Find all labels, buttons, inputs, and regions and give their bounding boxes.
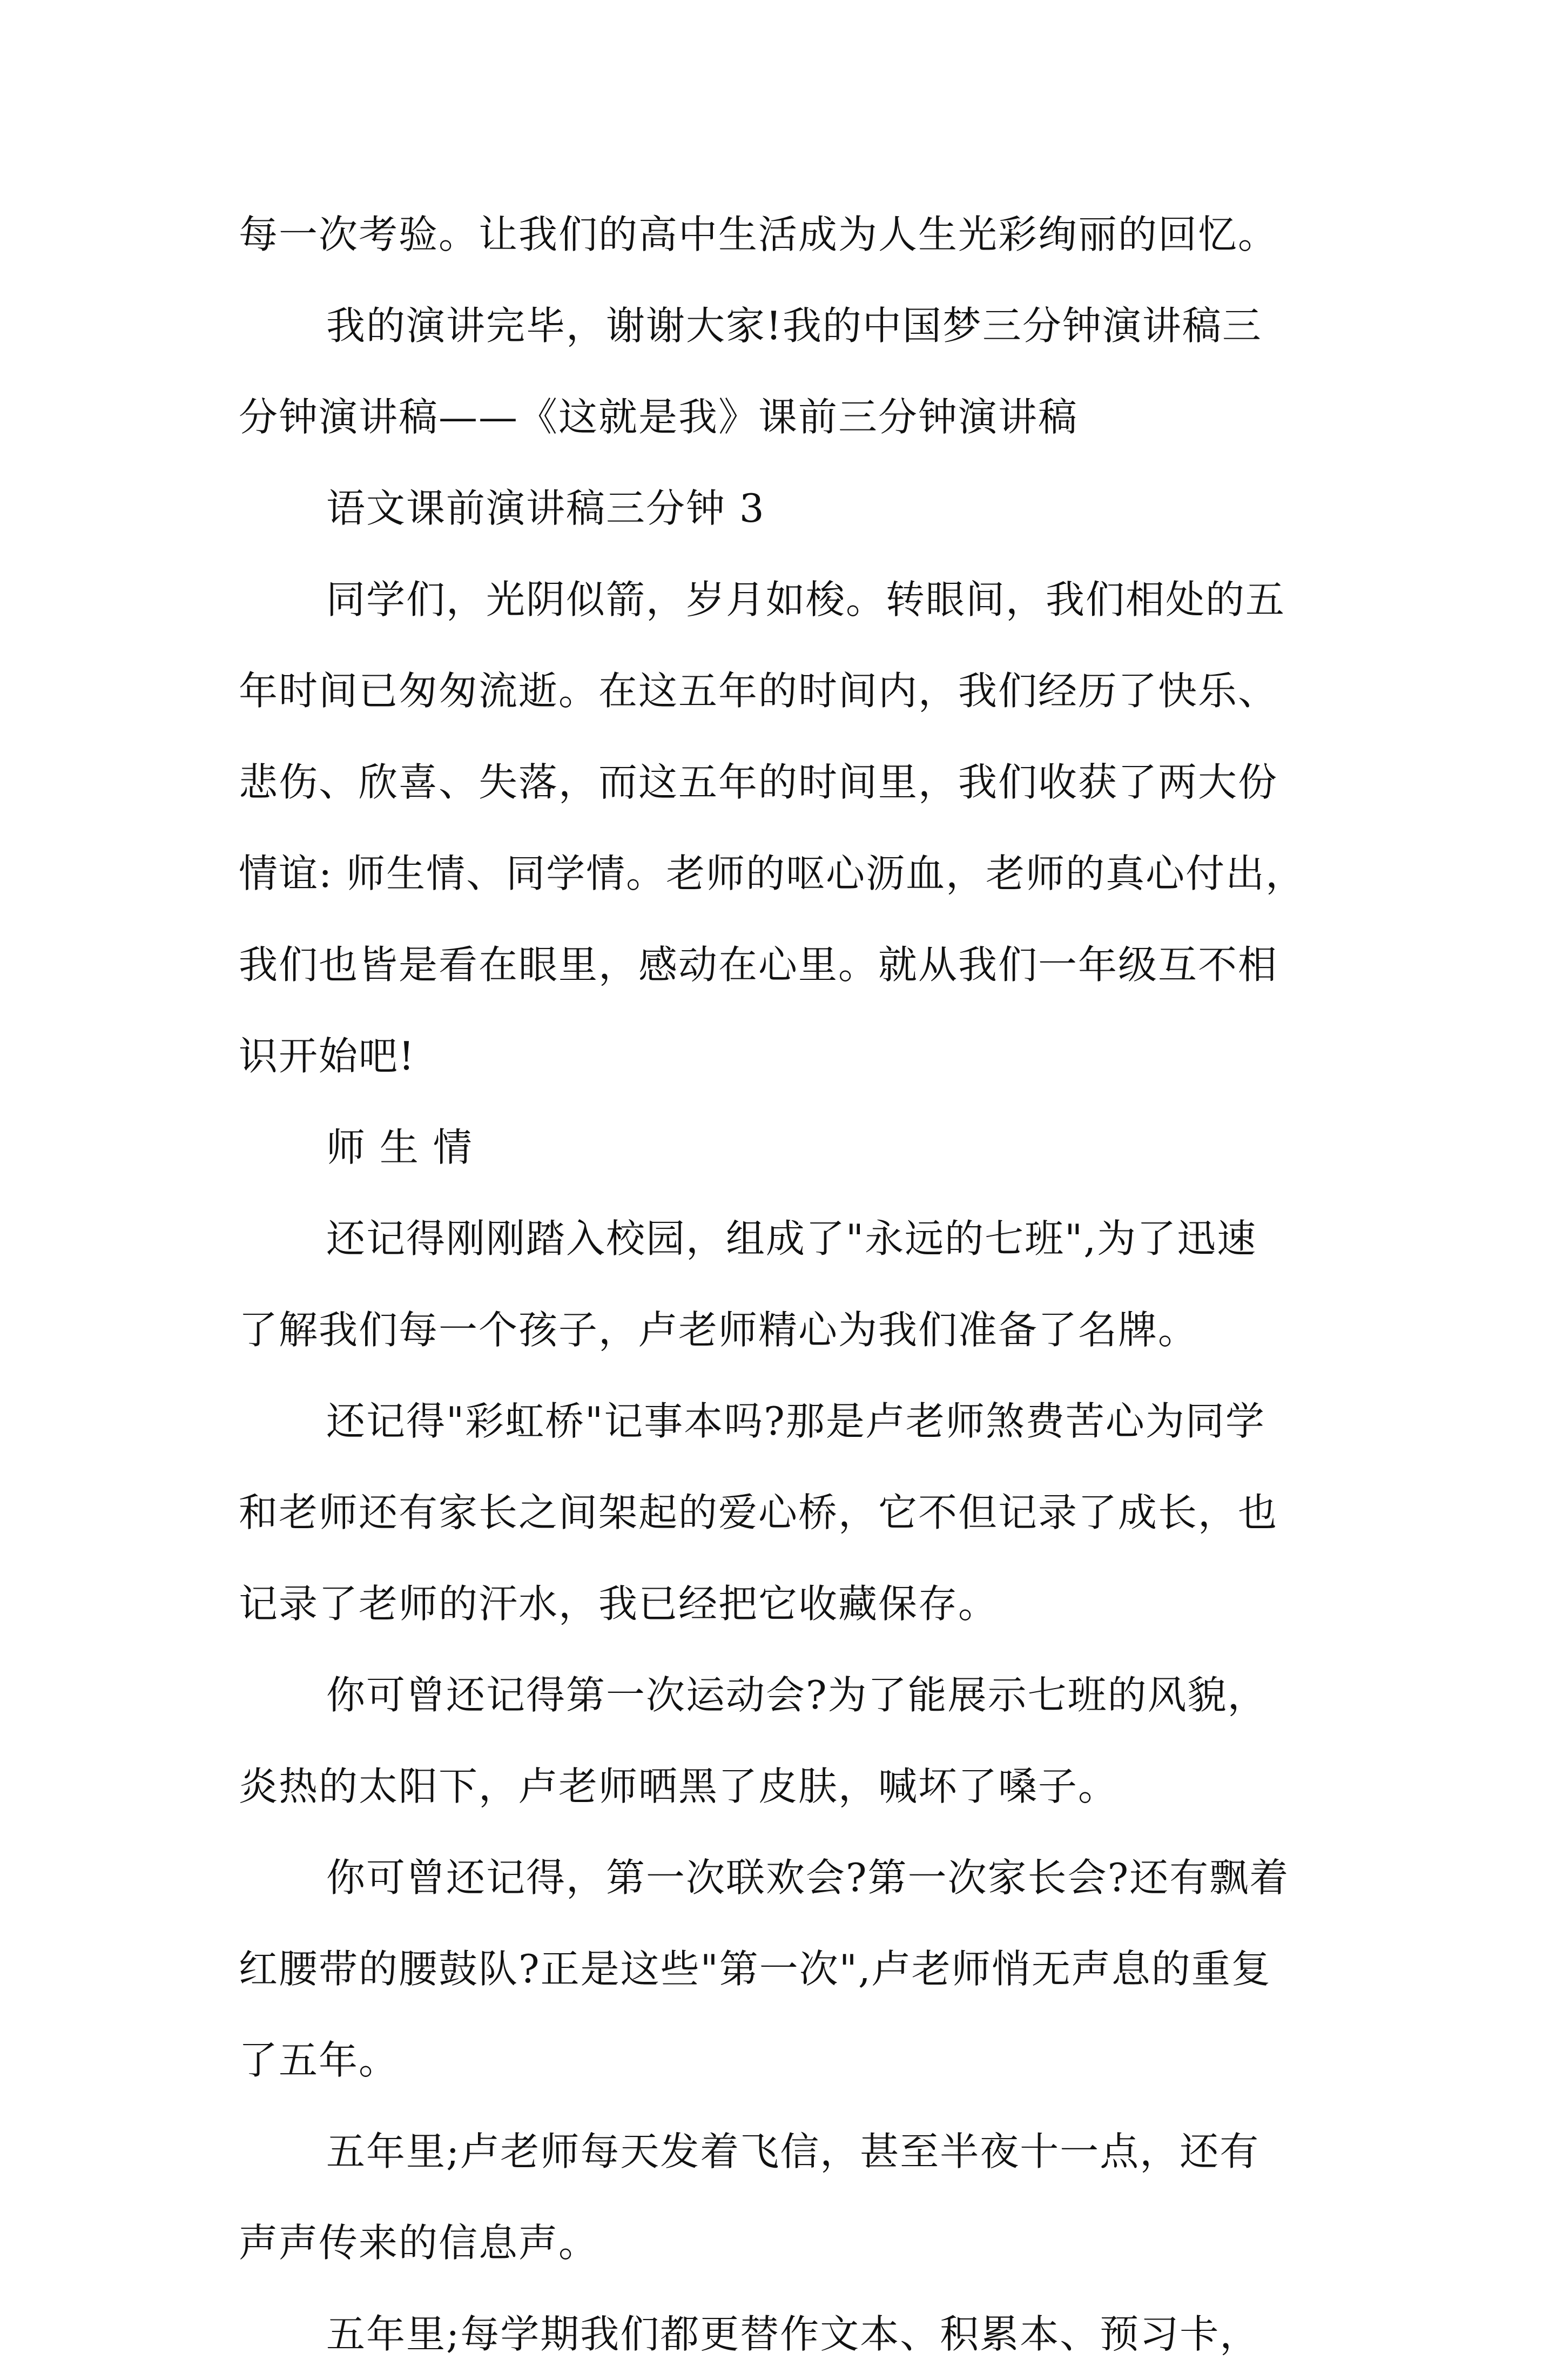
text-line-18: 炎热的太阳下，卢老师晒黑了皮肤，喊坏了嗓子。 <box>239 1764 1119 1809</box>
text-line-15: 和老师还有家长之间架起的爱心桥，它不但记录了成长，也 <box>239 1490 1278 1535</box>
body-text <box>239 189 1335 2380</box>
text-line-8: 情谊: 师生情、同学情。老师的呕心沥血，老师的真心付出， <box>239 851 1306 896</box>
text-line-2: 我的演讲完毕，谢谢大家!我的中国梦三分钟演讲稿三 <box>326 303 1262 348</box>
text-line-19: 你可曾还记得，第一次联欢会?第一次家长会?还有飘着 <box>326 1855 1290 1900</box>
text-line-3: 分钟演讲稿——《这就是我》课前三分钟演讲稿 <box>239 394 1079 440</box>
text-line-9: 我们也皆是看在眼里，感动在心里。就从我们一年级互不相 <box>239 942 1278 987</box>
text-line-5: 同学们，光阴似箭，岁月如梭。转眼间，我们相处的五 <box>326 577 1286 622</box>
text-line-23: 声声传来的信息声。 <box>239 2220 599 2265</box>
text-line-13: 了解我们每一个孩子，卢老师精心为我们准备了名牌。 <box>239 1307 1198 1353</box>
text-line-14: 还记得"彩虹桥"记事本吗?那是卢老师煞费苦心为同学 <box>326 1399 1265 1444</box>
text-line-22: 五年里;卢老师每天发着飞信，甚至半夜十一点，还有 <box>326 2129 1260 2174</box>
text-line-7: 悲伤、欣喜、失落，而这五年的时间里，我们收获了两大份 <box>239 759 1278 805</box>
text-line-12: 还记得刚刚踏入校园，组成了"永远的七班",为了迅速 <box>326 1216 1257 1261</box>
text-line-21: 了五年。 <box>239 2038 399 2083</box>
section-heading-teacher-student: 师 生 情 <box>326 1125 473 1170</box>
text-line-6: 年时间已匆匆流逝。在这五年的时间内，我们经历了快乐、 <box>239 668 1278 714</box>
text-line-1: 每一次考验。让我们的高中生活成为人生光彩绚丽的回忆。 <box>239 212 1278 257</box>
text-line-24: 五年里;每学期我们都更替作文本、积累本、预习卡， <box>326 2311 1260 2357</box>
section-heading-3: 语文课前演讲稿三分钟 3 <box>326 486 765 531</box>
text-line-10: 识开始吧! <box>239 1033 415 1079</box>
text-line-20: 红腰带的腰鼓队?正是这些"第一次",卢老师悄无声息的重复 <box>239 1946 1271 1992</box>
text-line-16: 记录了老师的汗水，我已经把它收藏保存。 <box>239 1581 999 1626</box>
text-line-17: 你可曾还记得第一次运动会?为了能展示七班的风貌， <box>326 1672 1268 1718</box>
